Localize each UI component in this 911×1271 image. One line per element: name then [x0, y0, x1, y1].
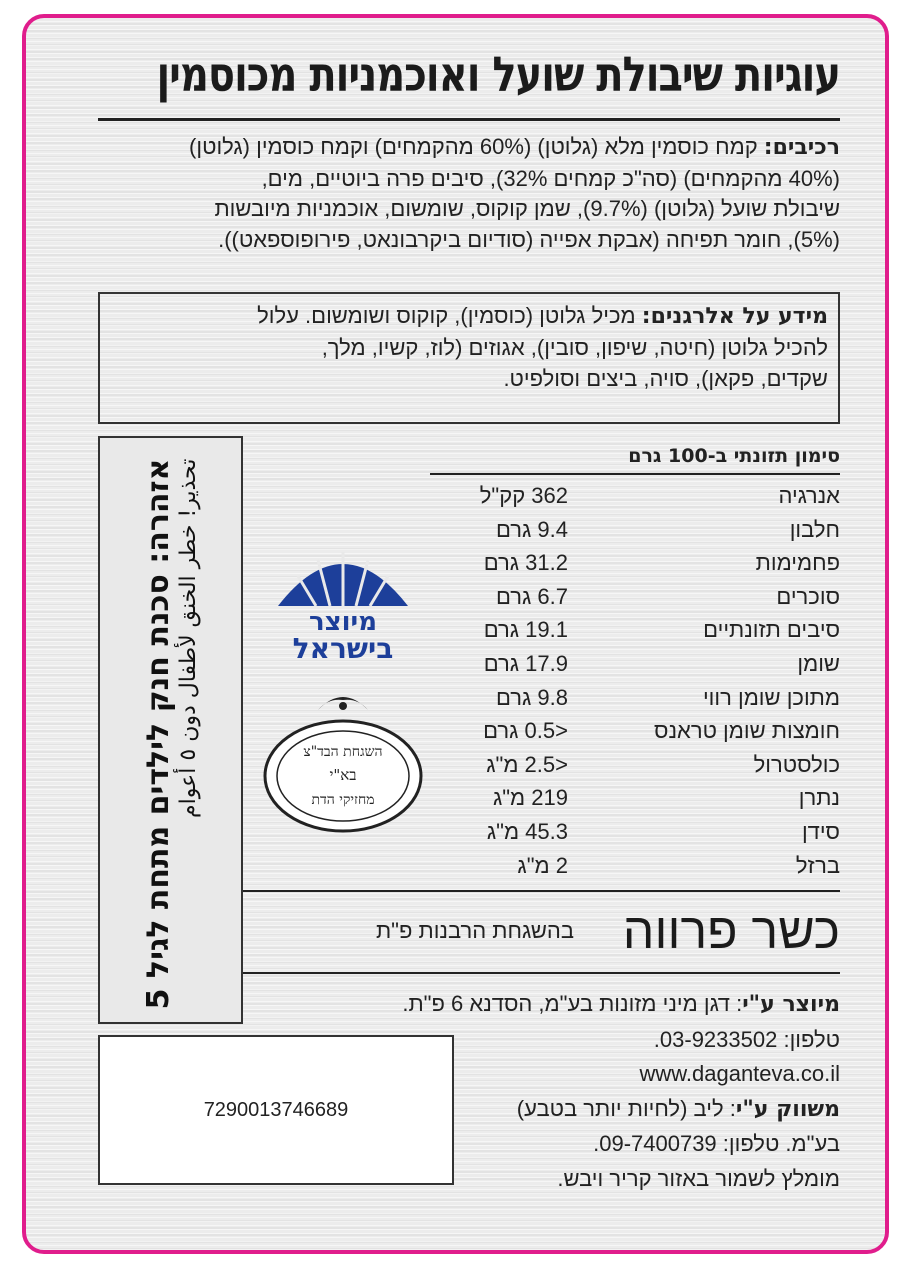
- nutrient-name: סידן: [801, 818, 840, 844]
- nutrient-value: 219 מ"ג: [492, 785, 568, 811]
- nutrition-row: [430, 651, 840, 685]
- ingredients-line-4: (5%), חומר תפיחה (אבקת אפייה (סודיום ביקרבונאט, פירופוספאט)).: [218, 226, 840, 252]
- nutrient-name: חלבון: [789, 516, 840, 542]
- made-in-israel-logo: [268, 540, 418, 662]
- marketer-label: משווק ע"י: [735, 1096, 840, 1122]
- manufacturer-phone: טלפון: 03-9233502.: [653, 1026, 840, 1052]
- nutrient-value: <0.5 גרם: [483, 718, 568, 744]
- seal-text-3: מחזיקי הדת: [311, 792, 375, 808]
- nutrient-name: נתרן: [798, 785, 840, 811]
- marketer-phone: בע"מ. טלפון: 09-7400739.: [593, 1131, 840, 1156]
- manufacturer-url: www.daganteva.co.il: [639, 1061, 840, 1086]
- marketer-line: [458, 1092, 840, 1128]
- allergen-label: מידע על אלרגנים:: [641, 304, 828, 329]
- storage-note: מומלץ לשמור באזור קריר ויבש.: [557, 1165, 840, 1191]
- warning-text-group: [140, 458, 201, 1010]
- nutrient-value: 6.7 גרם: [495, 583, 568, 609]
- allergen-line-2: להכיל גלוטן (חיטה, שיפון, סובין), אגוזים (לוז, קשיו, מלך,: [321, 335, 828, 360]
- nutrition-row: [430, 752, 840, 786]
- nutrient-value: 19.1 גרם: [483, 617, 568, 643]
- logo-text-made: מיוצר: [308, 607, 378, 637]
- nutrient-value: 45.3 מ"ג: [486, 818, 568, 844]
- barcode-box: [98, 1035, 454, 1185]
- nutrition-row: [430, 483, 840, 517]
- kosher-supervision: בהשגחת הרבנות פ"ת: [375, 918, 574, 943]
- allergen-line-1: [110, 300, 828, 332]
- ingredients-label: רכיבים:: [763, 135, 840, 160]
- nutrition-table: [430, 483, 840, 886]
- kosher-top-divider: [243, 890, 840, 892]
- nutrition-row: [430, 584, 840, 618]
- kosher-bottom-divider: [243, 972, 840, 974]
- nutrition-row: [430, 617, 840, 651]
- nutrition-row: [430, 785, 840, 819]
- allergen-text-1: מכיל גלוטן (כוסמין), קוקוס ושומשום. עלול: [257, 303, 636, 328]
- nutrition-title: סימון תזונתי ב-100 גרם: [628, 445, 840, 467]
- nutrition-title-divider: [430, 473, 840, 475]
- ingredients-line-3: שיבולת שועל (גלוטן) (9.7%), שמן קוקוס, שומשום, אוכמניות מיובשות: [214, 196, 840, 221]
- nutrient-name: שומן: [797, 650, 840, 676]
- kosher-seal-logo: [258, 688, 428, 838]
- nutrient-name: סיבים תזונתיים: [703, 617, 840, 643]
- manufacturer-line: [402, 987, 840, 1023]
- nutrition-row: [430, 718, 840, 752]
- ingredients-text-1: קמח כוסמין מלא (גלוטן) (60% מהקמחים) וקמח כוסמין (גלוטן): [189, 134, 758, 159]
- product-title: עוגיות שיבולת שועל ואוכמניות מכוסמין: [156, 48, 840, 104]
- manufacturer-label: מיוצר ע"י: [742, 992, 840, 1017]
- manufacturer-text: : דגן מיני מזונות בע"מ, הסדנא 6 פ"ת.: [402, 991, 743, 1016]
- nutrient-name: פחמימות: [755, 550, 840, 576]
- nutrient-name: חומצות שומן טראנס: [654, 718, 840, 744]
- choking-warning-box: [98, 436, 243, 1024]
- logo-text-israel: בישראל: [292, 632, 394, 662]
- nutrient-value: 31.2 גרם: [483, 550, 568, 576]
- title-divider: [98, 118, 840, 121]
- nutrition-row: [430, 685, 840, 719]
- allergen-line-3: שקדים, פקאן), סויה, ביצים וסולפיט.: [503, 366, 828, 391]
- barcode-number: 7290013746689: [203, 1099, 349, 1121]
- crown-dot: [339, 702, 347, 710]
- producer-info: [402, 987, 840, 1196]
- nutrient-name: אנרגיה: [778, 483, 840, 508]
- nutrient-name: סוכרים: [776, 583, 840, 609]
- seal-text-2: בא"י: [329, 766, 357, 784]
- seal-text-1: השגחת הבד"צ: [303, 744, 383, 760]
- ingredients-section: [98, 132, 840, 255]
- nutrient-value: 362 קק"ל: [479, 483, 568, 508]
- nutrient-name: כולסטרול: [753, 751, 840, 777]
- allergen-box: [98, 292, 840, 424]
- marketer-text: : ליב (לחיות יותר בטבע): [516, 1095, 736, 1121]
- nutrient-value: <2.5 מ"ג: [486, 751, 568, 777]
- ingredients-line-1: [98, 132, 840, 164]
- nutrient-value: 9.8 גרם: [495, 684, 568, 710]
- nutrient-value: 2 מ"ג: [517, 852, 568, 878]
- nutrient-name: ברזל: [795, 852, 840, 878]
- kosher-pareve-title: כשר פרווה: [622, 903, 840, 959]
- warning-hebrew: אזהרה: סכנת חנק לילדים מתחת לגיל 5: [140, 458, 176, 1010]
- nutrition-row: [430, 819, 840, 853]
- nutrition-row: [430, 550, 840, 584]
- nutrition-row: [430, 517, 840, 551]
- nutrient-value: 17.9 גרם: [483, 650, 568, 676]
- nutrition-row: [430, 853, 840, 887]
- nutrient-name: מתוכן שומן רווי: [702, 684, 840, 710]
- warning-arabic: تحذير! خطر الخنق لأطفال دون ٥ أعوام: [175, 458, 201, 818]
- ingredients-line-2: (40% מהקמחים) (סה"כ קמחים 32%), סיבים פרה ביוטיים, מים,: [261, 165, 840, 191]
- nutrient-value: 9.4 גרם: [495, 516, 568, 542]
